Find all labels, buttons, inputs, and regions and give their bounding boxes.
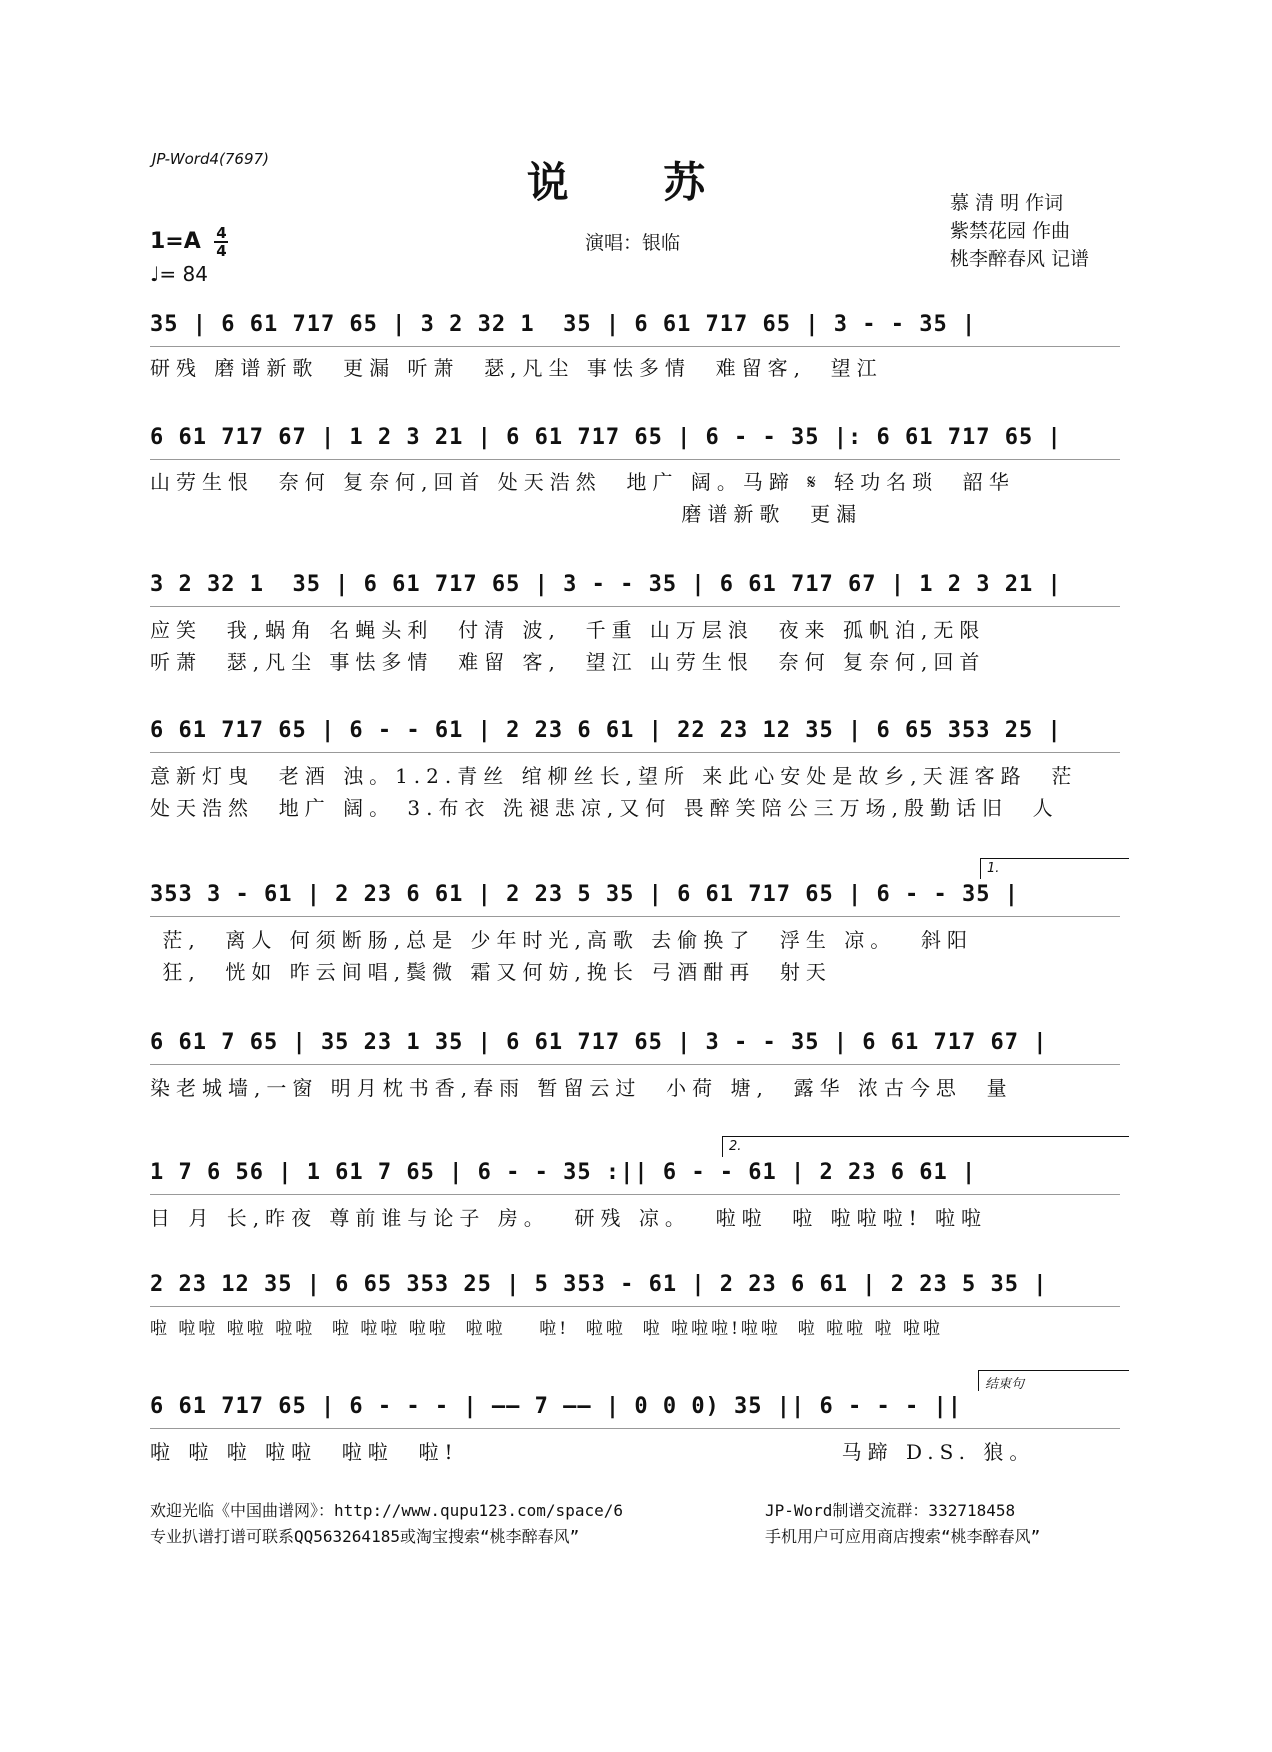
staff-line-7 — [150, 1160, 1120, 1195]
notation-line: 1 7 6 56 | 1 61 7 65 | 6 - - 35 :|| 6 - - 61 | 2 23 6 61 | — [150, 1160, 977, 1185]
key-label: 1=A — [150, 229, 201, 254]
lyric-line: 处天浩然 地广 阔。 3.布衣 洗褪悲凉,又何 畏醉笑陪公三万场,殷勤话旧 人 — [150, 796, 1059, 820]
song-title: 说 苏 — [526, 158, 746, 207]
time-signature-bottom: 4 — [216, 242, 227, 260]
lyric-line: 意新灯曳 老酒 浊。1.2.青丝 绾柳丝长,望所 来此心安处是故乡,天涯客路 茫 — [150, 764, 1078, 788]
footer-group: JP-Word制谱交流群：332718458 — [765, 1501, 1016, 1520]
lyric-line: 应笑 我,蜗角 名蝇头利 付清 波, 千重 山万层浪 夜来 孤帆泊,无限 — [150, 618, 986, 642]
tempo-marking: ♩= 84 — [150, 262, 208, 286]
lyricist-credit: 慕 清 明 作词 — [950, 192, 1064, 214]
lyric-line: 茫, 离人 何须断肠,总是 少年时光,高歌 去偷换了 浮生 凉。 斜阳 — [150, 928, 974, 952]
lyric-line: 山劳生恨 奈何 复奈何,回首 处天浩然 地广 阔。马蹄 𝄋 轻功名琐 韶华 — [150, 470, 1015, 494]
volta-bracket: 1. — [980, 858, 1129, 879]
time-signature-top: 4 — [216, 224, 227, 242]
notation-line: 6 61 717 65 | 6 - - - | —— 7 —— | 0 0 0) 35 || 6 - - - || — [150, 1394, 962, 1419]
time-signature — [214, 226, 228, 258]
staff-line-5 — [150, 882, 1120, 917]
notation-line: 35 | 6 61 717 65 | 3 2 32 1 35 | 6 61 717 65 | 3 - - 35 | — [150, 312, 977, 337]
footer-website: 欢迎光临《中国曲谱网》：http://www.qupu123.com/space/6 — [150, 1501, 623, 1520]
lyric-line: 狂, 恍如 昨云间唱,鬓微 霜又何妨,挽长 弓酒酣再 射天 — [150, 960, 832, 984]
staff-line-8 — [150, 1272, 1120, 1307]
staff-line-3 — [150, 572, 1120, 607]
lyric-line: 磨谱新歌 更漏 — [150, 502, 863, 526]
staff-line-9 — [150, 1394, 1120, 1429]
lyric-line: 日 月 长,昨夜 尊前谁与论子 房。 研残 凉。 啦啦 啦 啦啦啦! 啦啦 — [150, 1206, 988, 1230]
notation-line: 6 61 7 65 | 35 23 1 35 | 6 61 717 65 | 3 - - 35 | 6 61 717 67 | — [150, 1030, 1048, 1055]
lyric-line: 啦 啦啦 啦啦 啦啦 啦 啦啦 啦啦 啦啦 啦! 啦啦 啦 啦啦啦!啦啦 啦 啦啦 啦 啦啦 — [150, 1319, 943, 1339]
notation-line: 6 61 717 65 | 6 - - 61 | 2 23 6 61 | 22 23 12 35 | 6 65 353 25 | — [150, 718, 1062, 743]
lyric-line: 听萧 瑟,凡尘 事怯多情 难留 客, 望江 山劳生恨 奈何 复奈何,回首 — [150, 650, 986, 674]
lyric-line: 啦 啦 啦 啦啦 啦啦 啦! 马蹄 D.S. 狼。 — [150, 1440, 1036, 1464]
staff-line-1 — [150, 312, 1120, 347]
software-label: JP-Word4(7697) — [152, 150, 269, 168]
volta-bracket: 2. — [722, 1136, 1129, 1157]
transcriber-credit: 桃李醉春风 记谱 — [950, 248, 1090, 270]
staff-line-2 — [150, 425, 1120, 460]
singer-credit: 演唱：银临 — [585, 232, 681, 254]
footer-mobile: 手机用户可应用商店搜索“桃李醉春风” — [765, 1527, 1041, 1546]
footer-contact: 专业扒谱打谱可联系QQ563264185或淘宝搜索“桃李醉春风” — [150, 1527, 580, 1546]
composer-credit: 紫禁花园 作曲 — [950, 220, 1071, 242]
lyric-line: 研残 磨谱新歌 更漏 听萧 瑟,凡尘 事怯多情 难留客, 望江 — [150, 356, 883, 380]
volta-bracket: 结束句 — [978, 1370, 1129, 1391]
notation-line: 2 23 12 35 | 6 65 353 25 | 5 353 - 61 | 2 23 6 61 | 2 23 5 35 | — [150, 1272, 1048, 1297]
lyric-line: 染老城墙,一窗 明月枕书香,春雨 暂留云过 小荷 塘, 露华 浓古今思 量 — [150, 1076, 1013, 1100]
notation-line: 353 3 - 61 | 2 23 6 61 | 2 23 5 35 | 6 61 717 65 | 6 - - 35 | — [150, 882, 1019, 907]
key-signature — [150, 226, 228, 258]
notation-line: 3 2 32 1 35 | 6 61 717 65 | 3 - - 35 | 6 61 717 67 | 1 2 3 21 | — [150, 572, 1062, 597]
staff-line-6 — [150, 1030, 1120, 1065]
staff-line-4 — [150, 718, 1120, 753]
notation-line: 6 61 717 67 | 1 2 3 21 | 6 61 717 65 | 6 - - 35 |: 6 61 717 65 | — [150, 425, 1062, 450]
